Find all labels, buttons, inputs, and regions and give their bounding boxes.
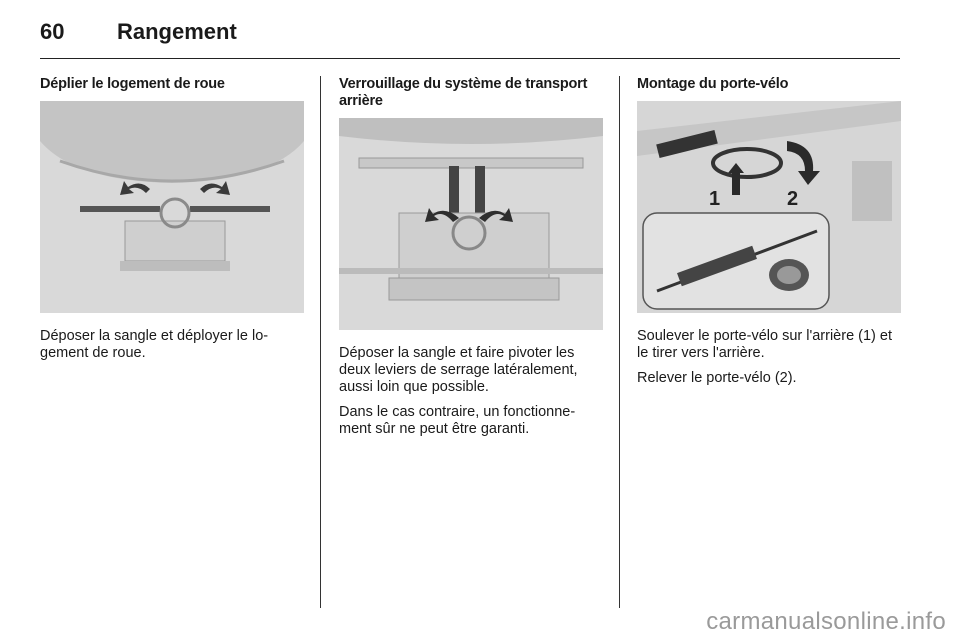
watermark: carmanualsonline.info	[706, 608, 946, 635]
column-divider	[320, 76, 321, 608]
instruction-text: Dans le cas contraire, un fonctionne-ment sûr ne peut être garanti.	[339, 404, 576, 437]
section-wheel-housing	[40, 76, 304, 370]
instruction-text: Déposer la sangle et déployer le lo-gement de roue.	[40, 328, 269, 361]
instruction-text: Soulever le porte-vélo sur l'arrière (1) et le tirer vers l'arrière.	[637, 328, 893, 361]
header-divider	[40, 58, 900, 59]
section-bike-carrier	[637, 76, 901, 395]
wheel-housing-illustration	[40, 101, 304, 313]
column-divider	[619, 76, 620, 608]
section-locking	[339, 76, 603, 446]
page-title: Rangement	[117, 19, 237, 44]
instruction-text: Relever le porte-vélo (2).	[637, 370, 797, 386]
page-number: 60	[40, 19, 65, 44]
section-title: Déplier le logement de roue	[40, 76, 225, 92]
section-title: Verrouillage du système de transport arrière	[339, 76, 588, 109]
callout-1-label: 1	[709, 188, 721, 210]
locking-levers-illustration	[339, 118, 603, 330]
section-title: Montage du porte-vélo	[637, 76, 789, 92]
callout-2-label: 2	[787, 188, 799, 210]
instruction-text: Déposer la sangle et faire pivoter les deux leviers de serrage latéralement, aussi loin que possible.	[339, 345, 578, 395]
bike-carrier-illustration	[637, 101, 901, 313]
page-header	[40, 14, 237, 50]
